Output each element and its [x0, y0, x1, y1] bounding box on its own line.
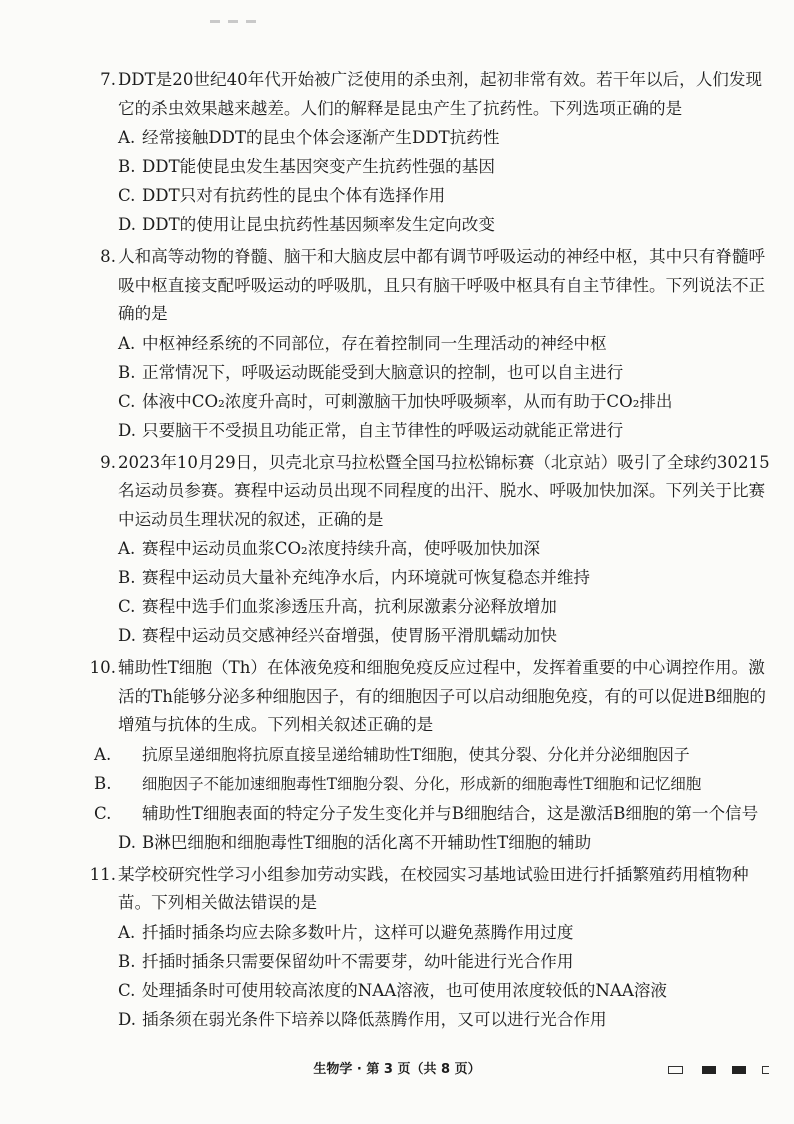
question-stem — [82, 861, 772, 918]
option-text: B淋巴细胞和细胞毒性T细胞的活化离不开辅助性T细胞的辅助 — [142, 832, 592, 852]
option-label: B. — [94, 773, 112, 793]
option-text: 正常情况下，呼吸运动既能受到大脑意识的控制，也可以自主进行 — [142, 362, 624, 382]
question-text: 辅助性T细胞（Th）在体液免疫和细胞免疫反应过程中，发挥着重要的中心调控作用。激活的Th能够分泌多种细胞因子，有的细胞因子可以启动细胞免疫，有的可以促进B细胞的增殖与抗体的生成。下列相关叙述正确的是 — [118, 658, 766, 734]
question-text: 某学校研究性学习小组参加劳动实践，在校园实习基地试验田进行扦插繁殖药用植物种苗。下列相关做法错误的是 — [118, 864, 749, 912]
option-label: A. — [118, 128, 136, 147]
option-d — [82, 1005, 772, 1034]
option-label: B. — [118, 362, 136, 382]
option-label: D. — [118, 215, 136, 234]
question-number: 9. — [100, 452, 116, 472]
option-text: 经常接触DDT的昆虫个体会逐渐产生DDT抗药性 — [142, 128, 500, 147]
question-number: 10. — [89, 658, 116, 677]
question-text: 人和高等动物的脊髓、脑干和大脑皮层中都有调节呼吸运动的神经中枢，其中只有脊髓呼吸中枢直接支配呼吸运动的呼吸肌，且只有脑干呼吸中枢具有自主节律性。下列说法不正确的是 — [118, 247, 766, 323]
question-stem — [82, 66, 772, 123]
question-stem — [82, 243, 772, 329]
option-a — [82, 534, 772, 563]
option-text: 只要脑干不受损且功能正常，自主节律性的呼吸运动就能正常进行 — [142, 420, 624, 440]
option-text: 赛程中运动员血浆CO₂浓度持续升高，使呼吸加快加深 — [142, 539, 541, 558]
option-label: C. — [94, 803, 112, 823]
bracket-icon — [762, 1066, 769, 1074]
option-c — [82, 387, 772, 416]
filled-rect-icon — [702, 1066, 716, 1074]
option-text: 辅助性T细胞表面的特定分子发生变化并与B细胞结合，这是激活B细胞的第一个信号 — [142, 803, 759, 823]
option-a — [82, 329, 772, 358]
option-label: C. — [118, 186, 136, 205]
question-text: 2023年10月29日，贝壳北京马拉松暨全国马拉松锦标赛（北京站）吸引了全球约30215名运动员参赛。赛程中运动员出现不同程度的出汗、脱水、呼吸加快加深。下列关于比赛中运动员生理状况的叙述，正确的是 — [118, 452, 770, 529]
option-label: D. — [118, 420, 136, 440]
page-footer: 生物学 · 第 3 页（共 8 页） — [313, 1062, 481, 1077]
option-d — [82, 828, 772, 857]
question-number: 8. — [100, 247, 116, 266]
option-b — [82, 358, 772, 387]
option-label: D. — [118, 832, 136, 852]
option-label: A. — [118, 922, 136, 942]
option-text: 细胞因子不能加速细胞毒性T细胞分裂、分化，形成新的细胞毒性T细胞和记忆细胞 — [142, 774, 702, 793]
question-number: 11. — [89, 864, 116, 884]
option-text: 处理插条时可使用较高浓度的NAA溶液，也可使用浓度较低的NAA溶液 — [142, 980, 668, 1000]
question-10 — [82, 654, 772, 857]
option-d — [82, 210, 772, 239]
option-b — [82, 152, 772, 181]
option-text: 扦插时插条均应去除多数叶片，这样可以避免蒸腾作用过度 — [142, 922, 574, 942]
option-b — [82, 947, 772, 976]
hollow-rect-icon — [668, 1066, 683, 1074]
question-stem — [82, 654, 772, 740]
option-d — [82, 621, 772, 650]
option-label: C. — [118, 391, 136, 411]
scan-artifact — [210, 8, 290, 14]
option-text: 扦插时插条只需要保留幼叶不需要芽，幼叶能进行光合作用 — [142, 951, 574, 971]
option-c — [82, 181, 772, 210]
option-a — [82, 918, 772, 947]
option-text: DDT只对有抗药性的昆虫个体有选择作用 — [142, 186, 446, 205]
option-a — [82, 740, 772, 769]
option-text: 赛程中运动员大量补充纯净水后，内环境就可恢复稳态并维持 — [142, 568, 591, 587]
option-c — [82, 592, 772, 621]
option-c — [82, 799, 772, 828]
option-label: A. — [94, 744, 112, 764]
option-text: 抗原呈递细胞将抗原直接呈递给辅助性T细胞，使其分裂、分化并分泌细胞因子 — [142, 744, 690, 764]
question-8 — [82, 243, 772, 445]
option-text: 插条须在弱光条件下培养以降低蒸腾作用，又可以进行光合作用 — [142, 1009, 607, 1029]
question-11 — [82, 861, 772, 1034]
option-label: D. — [118, 626, 136, 645]
option-text: 赛程中选手们血浆渗透压升高，抗利尿激素分泌释放增加 — [142, 597, 557, 616]
option-label: A. — [118, 539, 136, 558]
option-label: A. — [118, 333, 136, 353]
question-9 — [82, 449, 772, 651]
option-b — [82, 563, 772, 592]
option-label: C. — [118, 980, 136, 1000]
question-list — [82, 66, 772, 1038]
option-text: DDT能使昆虫发生基因突变产生抗药性强的基因 — [142, 157, 495, 176]
filled-rect-icon — [732, 1066, 746, 1074]
question-7 — [82, 66, 772, 239]
option-label: B. — [118, 951, 136, 971]
option-text: 中枢神经系统的不同部位，存在着控制同一生理活动的神经中枢 — [142, 333, 607, 353]
option-label: C. — [118, 597, 136, 616]
option-label: B. — [118, 157, 136, 176]
option-d — [82, 416, 772, 445]
question-stem — [82, 449, 772, 535]
question-number: 7. — [100, 70, 116, 89]
option-text: 赛程中运动员交感神经兴奋增强，使胃肠平滑肌蠕动加快 — [142, 626, 557, 645]
option-c — [82, 976, 772, 1005]
option-text: DDT的使用让昆虫抗药性基因频率发生定向改变 — [142, 215, 495, 234]
option-text: 体液中CO₂浓度升高时，可刺激脑干加快呼吸频率，从而有助于CO₂排出 — [142, 391, 673, 411]
option-label: D. — [118, 1009, 136, 1029]
option-label: B. — [118, 568, 136, 587]
option-a — [82, 123, 772, 152]
question-text: DDT是20世纪40年代开始被广泛使用的杀虫剂，起初非常有效。若干年以后，人们发现它的杀虫效果越来越差。人们的解释是昆虫产生了抗药性。下列选项正确的是 — [118, 70, 763, 118]
option-b — [82, 769, 772, 799]
